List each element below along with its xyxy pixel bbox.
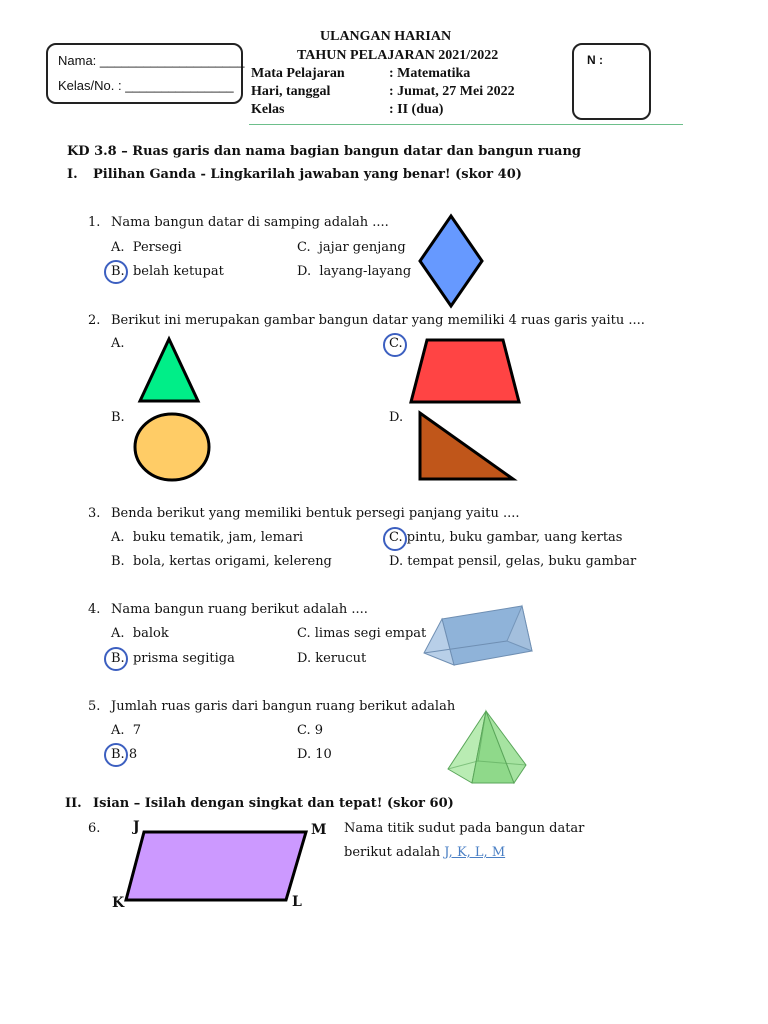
q1-option-d-text: layang-layang (319, 264, 412, 279)
q4-option-b[interactable] (111, 651, 235, 666)
subject-label: Mata Pelajaran (251, 66, 345, 81)
triangular-prism-shape (422, 603, 534, 667)
vertex-m-label: M (311, 822, 327, 838)
parallelogram-shape (124, 830, 308, 902)
triangle-shape (137, 336, 201, 404)
q1-option-c-key: C. (297, 240, 311, 255)
class-label: Kelas (251, 102, 285, 117)
q3-option-b[interactable] (111, 554, 332, 569)
vertex-j-label: J (133, 819, 140, 835)
trapezoid-shape (409, 338, 521, 404)
exam-title: ULANGAN HARIAN (320, 29, 452, 44)
q5-option-c-text: 9 (314, 723, 324, 738)
q1-option-b-text: belah ketupat (132, 264, 224, 279)
q5-option-d-key: D. (297, 747, 312, 762)
class-value: : II (dua) (389, 102, 444, 117)
q4-number: 4. (88, 602, 101, 617)
q6-text-line2 (344, 845, 505, 860)
q5-answer-circle (104, 743, 128, 767)
q4-text: Nama bangun ruang berikut adalah .... (111, 602, 368, 617)
q1-option-a-text: Persegi (132, 240, 182, 255)
section2-title: Isian – Isilah dengan singkat dan tepat! (skor 60) (93, 796, 454, 811)
q5-option-d-text: 10 (315, 747, 332, 762)
q3-option-d-text: tempat pensil, gelas, buku gambar (407, 554, 637, 569)
q3-option-a-key: A. (111, 530, 125, 545)
q5-option-a-text: 7 (132, 723, 142, 738)
q4-option-d[interactable] (297, 651, 366, 666)
q3-option-d[interactable] (389, 554, 636, 569)
q3-option-b-key: B. (111, 554, 125, 569)
q5-option-c-key: C. (297, 723, 311, 738)
q1-answer-circle (104, 260, 128, 284)
q4-answer-circle (104, 647, 128, 671)
q4-option-c-text: limas segi empat (314, 626, 427, 641)
q2-number: 2. (88, 313, 101, 328)
q3-option-d-key: D. (389, 554, 404, 569)
q5-number: 5. (88, 699, 101, 714)
q6-answer: J, K, L, M (444, 845, 506, 860)
q1-option-c-text: jajar genjang (318, 240, 406, 255)
q4-option-a-key: A. (111, 626, 125, 641)
q3-option-b-text: bola, kertas origami, kelereng (132, 554, 332, 569)
q2-answer-circle (383, 333, 407, 357)
date-label: Hari, tanggal (251, 84, 331, 99)
q4-option-b-text: prisma segitiga (132, 651, 235, 666)
score-label: N : (587, 53, 603, 67)
q6-text-line1: Nama titik sudut pada bangun datar (344, 821, 585, 836)
q3-option-a-text: buku tematik, jam, lemari (132, 530, 304, 545)
section1-title: Pilihan Ganda - Lingkarilah jawaban yang benar! (skor 40) (93, 167, 522, 182)
date-value: : Jumat, 27 Mei 2022 (389, 84, 515, 99)
q2-option-b[interactable]: B. (111, 410, 125, 425)
q4-option-a[interactable] (111, 626, 169, 641)
q4-option-c-key: C. (297, 626, 311, 641)
q3-option-c[interactable] (389, 530, 622, 545)
vertex-k-label: K (112, 895, 125, 911)
section1-number: I. (67, 167, 78, 182)
q1-option-c[interactable] (297, 240, 406, 255)
q4-option-c[interactable] (297, 626, 426, 641)
subject-value: : Matematika (389, 66, 471, 81)
circle-shape (133, 412, 211, 482)
section2-number: II. (65, 796, 82, 811)
q4-option-a-text: balok (132, 626, 169, 641)
school-year: TAHUN PELAJARAN 2021/2022 (297, 48, 499, 63)
q1-option-d-key: D. (297, 264, 312, 279)
square-pyramid-shape (444, 709, 530, 785)
class-field[interactable]: Kelas/No. : _______________ (58, 78, 234, 93)
q2-text: Berikut ini merupakan gambar bangun datar yang memiliki 4 ruas garis yaitu .... (111, 313, 645, 328)
q1-number: 1. (88, 215, 101, 230)
q5-option-b-key: B. (111, 747, 125, 762)
q3-option-c-key: C. (389, 530, 403, 545)
kd-heading: KD 3.8 – Ruas garis dan nama bagian bangun datar dan bangun ruang (67, 144, 581, 159)
q3-text: Benda berikut yang memiliki bentuk persegi panjang yaitu .... (111, 506, 520, 521)
q1-option-d[interactable] (297, 264, 411, 279)
q2-option-d[interactable]: D. (389, 410, 404, 425)
q4-option-b-key: B. (111, 651, 125, 666)
q4-option-d-text: kerucut (315, 651, 367, 666)
q5-text: Jumlah ruas garis dari bangun ruang berikut adalah (111, 699, 456, 714)
q6-text-line2-prefix: berikut adalah (344, 845, 445, 860)
q1-text: Nama bangun datar di samping adalah .... (111, 215, 389, 230)
score-box[interactable] (572, 43, 651, 120)
q5-option-c[interactable] (297, 723, 323, 738)
q6-number: 6. (88, 821, 101, 836)
q3-answer-circle (383, 527, 407, 551)
name-field[interactable]: Nama: ____________________ (58, 53, 245, 68)
q1-option-a-key: A. (111, 240, 125, 255)
q5-option-d[interactable] (297, 747, 332, 762)
q3-number: 3. (88, 506, 101, 521)
q2-option-c[interactable]: C. (389, 336, 403, 351)
q2-option-a[interactable]: A. (111, 336, 125, 351)
q1-option-a[interactable] (111, 240, 182, 255)
header-divider (249, 124, 683, 125)
q3-option-a[interactable] (111, 530, 303, 545)
right-triangle-shape (417, 410, 517, 482)
rhombus-shape (418, 214, 484, 308)
vertex-l-label: L (292, 894, 302, 910)
q3-option-c-text: pintu, buku gambar, uang kertas (406, 530, 623, 545)
q5-option-a-key: A. (111, 723, 125, 738)
q5-option-a[interactable] (111, 723, 141, 738)
q5-option-b-text: 8 (128, 747, 138, 762)
q4-option-d-key: D. (297, 651, 312, 666)
q1-option-b-key: B. (111, 264, 125, 279)
